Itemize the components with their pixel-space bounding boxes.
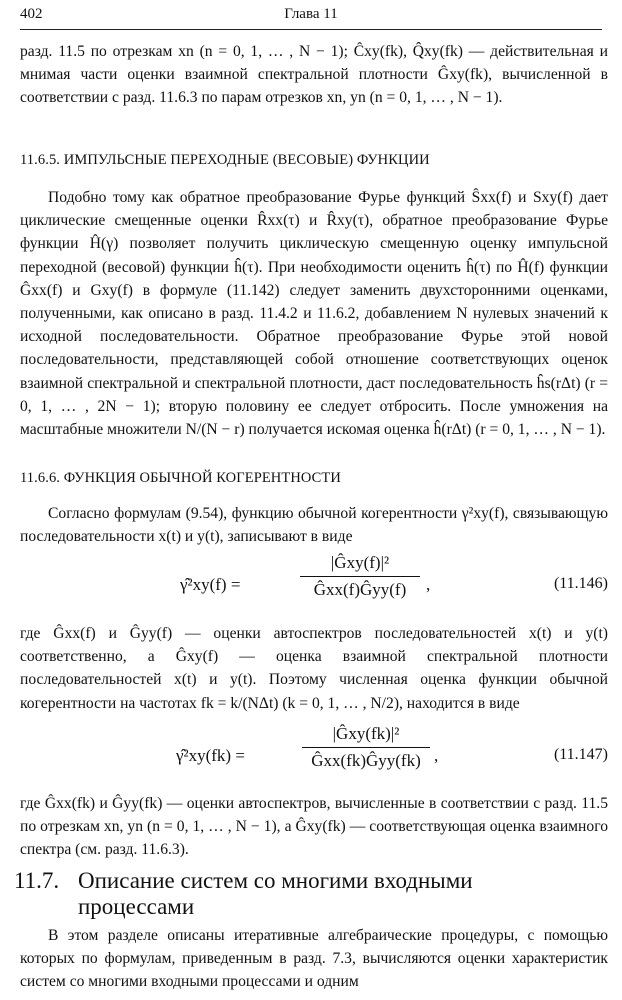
fraction-numerator: |Ĝxy(f)|²: [330, 553, 390, 572]
equation-lhs: γ̂²xy(f) =: [180, 575, 241, 594]
paragraph-coherence-after: где Ĝxx(fk) и Ĝyy(fk) — оценки автоспектров, вычисленные в соответствии с разд. 11.5 по отрезкам xn, yn (n = 0, 1, … , N − 1), а Ĝxy(fk) — соответствующая оценка взаимного спектра (см. разд. 11.6.3).: [20, 795, 608, 859]
paragraph-coherence-estimate: где Ĝxx(f) и Ĝyy(f) — оценки автоспектров последовательностей x(t) и y(t) соответственно, а Ĝxy(f) — оценка взаимной спектральной плотности последовательностей x(t) и y(t). Поэтому численная оценка функции обычной когерентности на частотах fk = k/(NΔt) (k = 0, 1, … , N/2), находится в виде: [20, 625, 608, 712]
section-heading-11-6-6: 11.6.6. ФУНКЦИЯ ОБЫЧНОЙ КОГЕРЕНТНОСТИ: [20, 470, 341, 486]
equation-comma: ,: [434, 746, 439, 765]
chapter-title: Глава 11: [284, 6, 338, 22]
equation-number: (11.147): [553, 746, 608, 763]
section-heading-11-7: [14, 868, 614, 920]
paragraph-impulse-response: Подобно тому как обратное преобразование Фурье функций Ŝxx(f) и Sxy(f) дает циклические смещенные оценки R̂xx(τ) и R̂xy(τ), обратное преобразование Фурье функции Ĥ(γ) позволяет получить циклическую смещенную оценку импульсной переходной (весовой) функции ĥ(τ). При необходимости оценить ĥ(τ) по Ĥ(f) функции Ĝxx(f) и Gxy(f) в формуле (11.142) следует заменить двухсторонними оценками, полученными, как описано в разд. 11.4.2 и 11.6.2, добавлением N нулевых значений к исходной последовательности. Обратное преобразование Фурье этой новой последовательности, представляющей собой отношение соответствующих оценок взаимной спектральной и спектральной плотности, даст последовательность ĥs(rΔt) (r = 0, 1, … , 2N − 1); вторую половину ее следует отбросить. После умножения на масштабные множители N/(N − r) получается искомая оценка ĥ(rΔt) (r = 0, 1, … , N − 1).: [20, 189, 608, 439]
paragraph-continuation: разд. 11.5 по отрезкам xn (n = 0, 1, … , N − 1); Ĉxy(fk), Q̂xy(fk) — действительная и мнимая части оценки взаимной спектральной плотности Ĝxy(fk), вычисленной в соответствии с разд. 11.6.3 по парам отрезков xn, yn (n = 0, 1, … , N − 1).: [20, 43, 608, 107]
fraction-bar: [302, 747, 430, 748]
section-heading-11-6-5: 11.6.5. ИМПУЛЬСНЫЕ ПЕРЕХОДНЫЕ (ВЕСОВЫЕ) ФУНКЦИИ: [20, 152, 430, 168]
fraction-numerator: |Ĝxy(fk)|²: [332, 724, 400, 743]
header-rule: [20, 29, 602, 30]
page-number: 402: [20, 6, 43, 22]
paragraph-multi-input: В этом разделе описаны итеративные алгебраические процедуры, с помощью которых по формулам, приведенным в разд. 7.3, вычисляются оценки характеристик систем со многими входными процессами и одним: [20, 927, 608, 991]
fraction-denominator: Ĝxx(f)Ĝyy(f): [313, 580, 407, 599]
section-number: 11.7.: [14, 868, 60, 893]
equation-fraction: [300, 553, 420, 600]
section-title-line1: Описание систем со многими входными: [78, 868, 473, 893]
fraction-bar: [300, 576, 420, 577]
equation-comma: ,: [426, 575, 431, 594]
running-header: [20, 6, 602, 26]
section-title-line2: процессами: [78, 894, 195, 919]
equation-lhs: γ̂²xy(fk) =: [176, 746, 245, 765]
fraction-denominator: Ĝxx(fk)Ĝyy(fk): [311, 751, 421, 770]
equation-11-146: [20, 553, 608, 617]
equation-fraction: [302, 724, 430, 771]
equation-11-147: [20, 724, 608, 788]
equation-number: (11.146): [553, 575, 608, 592]
paragraph-coherence-intro: Согласно формулам (9.54), функцию обычной когерентности γ²xy(f), связывающую последовательности x(t) и y(t), записывают в виде: [20, 505, 608, 546]
